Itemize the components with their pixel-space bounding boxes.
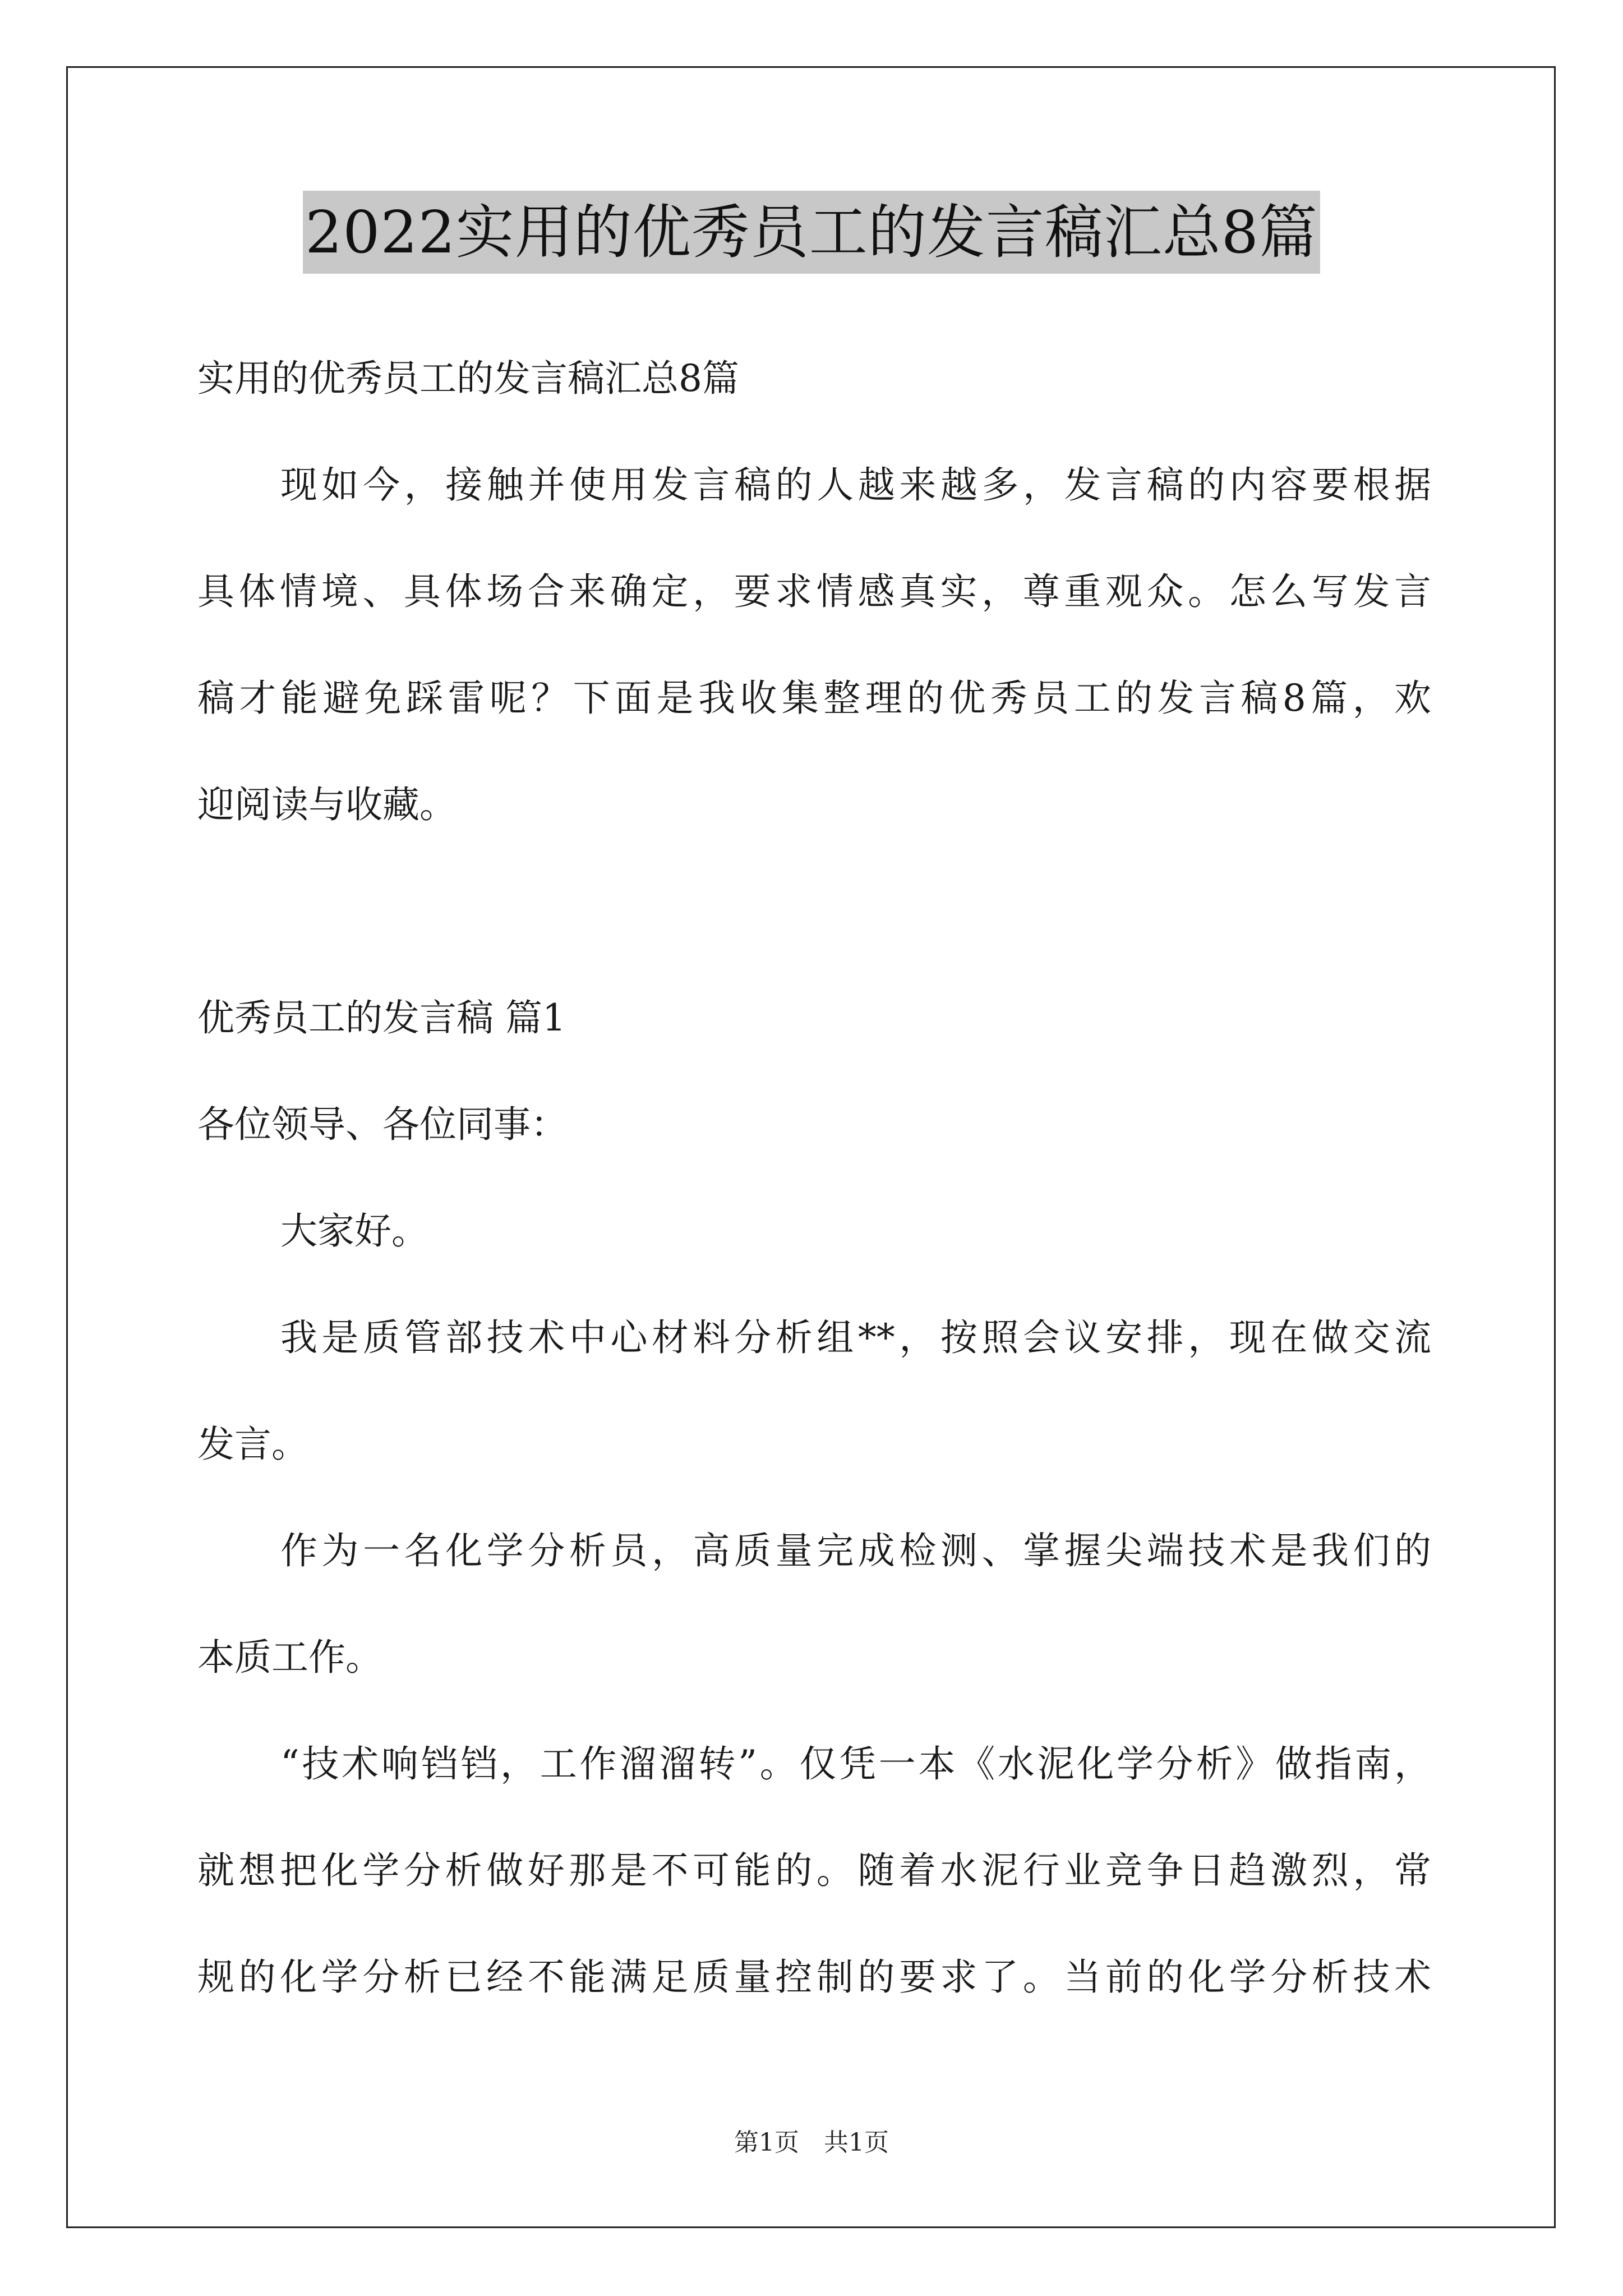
document-subtitle: 实用的优秀员工的发言稿汇总8篇	[197, 357, 739, 400]
para1-line-2: 发言。	[197, 1423, 308, 1466]
para1-line-1: 我是质管部技术中心材料分析组**，按照会议安排，现在做交流	[280, 1316, 1431, 1359]
title-container	[0, 191, 1623, 274]
para2-line-1: 作为一名化学分析员，高质量完成检测、掌握尖端技术是我们的	[280, 1529, 1431, 1572]
document-title: 2022实用的优秀员工的发言稿汇总8篇	[303, 191, 1320, 274]
para3-line-2: 就想把化学分析做好那是不可能的。随着水泥行业竞争日趋激烈，常	[197, 1849, 1431, 1892]
intro-line-2: 具体情境、具体场合来确定，要求情感真实，尊重观众。怎么写发言	[197, 570, 1431, 613]
page-footer: 第1页 共1页	[734, 2128, 889, 2157]
para3-line-3: 规的化学分析已经不能满足质量控制的要求了。当前的化学分析技术	[197, 1955, 1431, 1999]
para2-line-2: 本质工作。	[197, 1636, 382, 1679]
salutation: 各位领导、各位同事：	[197, 1103, 568, 1146]
greeting: 大家好。	[280, 1209, 428, 1253]
section-heading: 优秀员工的发言稿 篇1	[197, 996, 566, 1039]
intro-line-4: 迎阅读与收藏。	[197, 783, 457, 826]
para3-line-1: “技术响铛铛，工作溜溜转”。仅凭一本《水泥化学分析》做指南，	[280, 1742, 1431, 1786]
intro-line-3: 稿才能避免踩雷呢？下面是我收集整理的优秀员工的发言稿8篇，欢	[197, 677, 1431, 720]
intro-line-1: 现如今，接触并使用发言稿的人越来越多，发言稿的内容要根据	[280, 463, 1431, 507]
